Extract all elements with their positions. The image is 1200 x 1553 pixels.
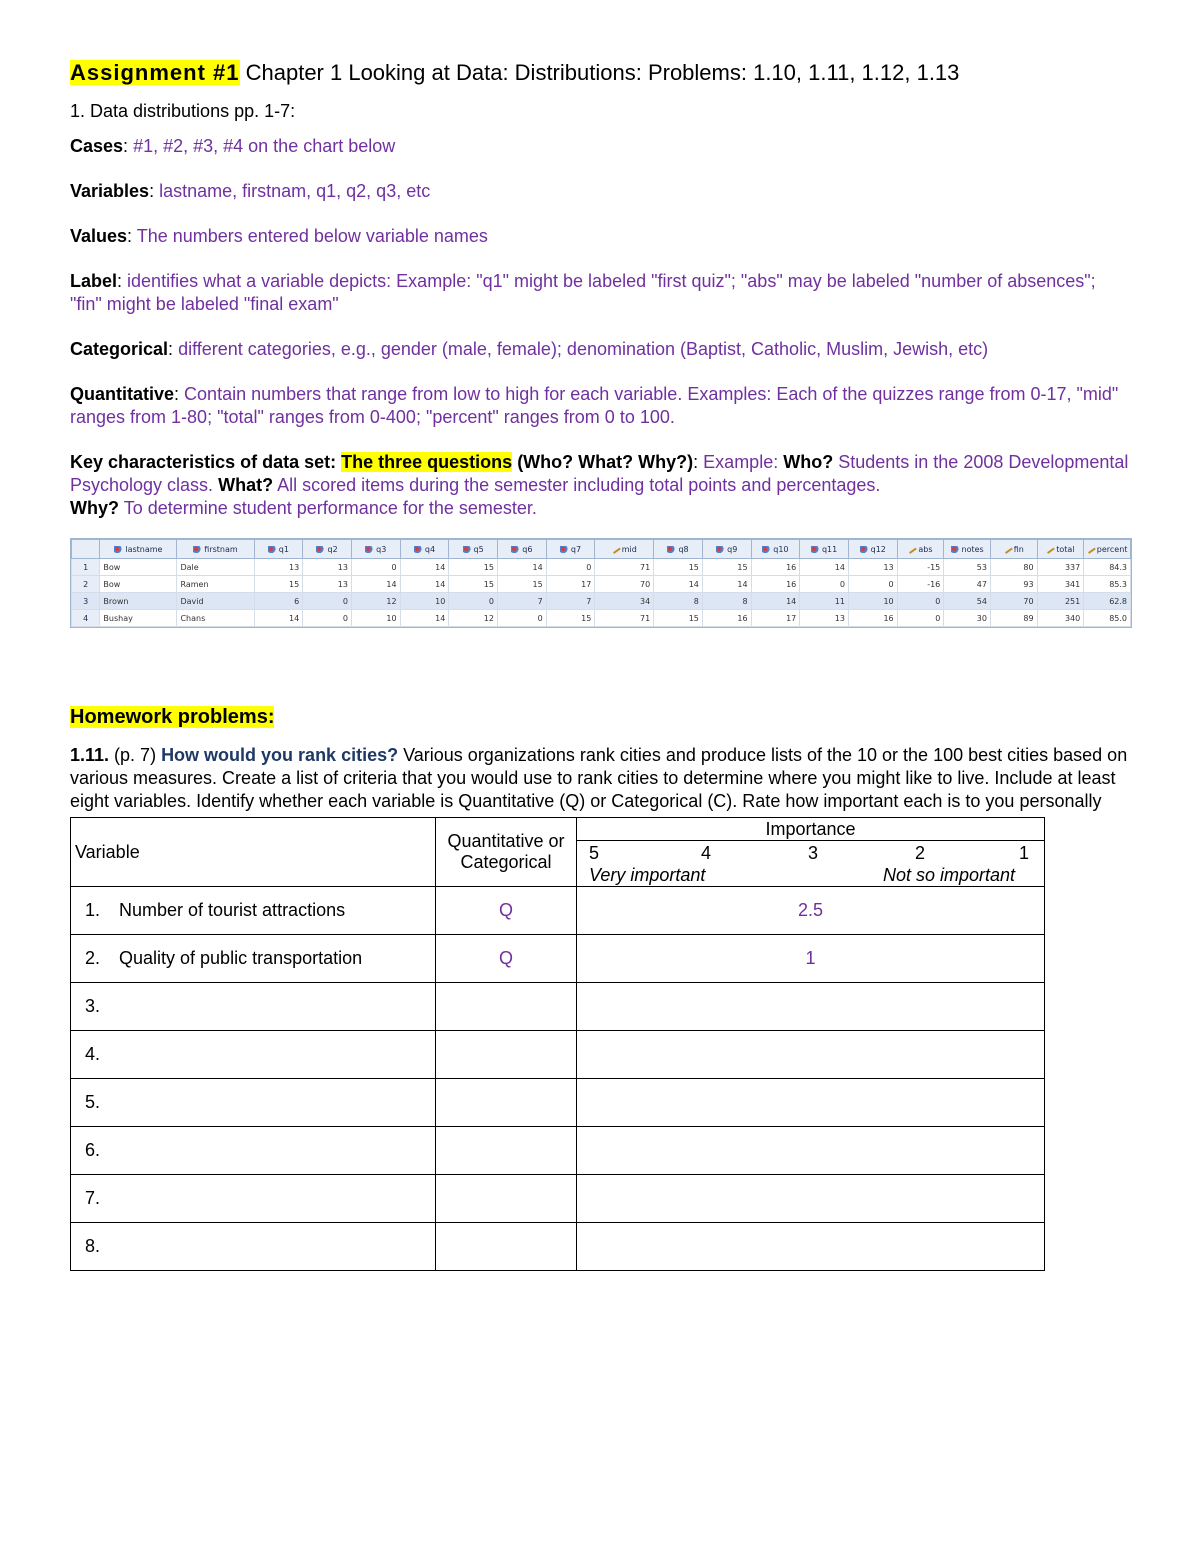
- spss-cell[interactable]: 17: [751, 610, 800, 627]
- definition-sep: :: [168, 339, 179, 359]
- problem-number: 1.11.: [70, 745, 110, 765]
- definition-term: Values: [70, 226, 128, 246]
- row-number: 8.: [85, 1236, 101, 1256]
- ruler-icon: [908, 545, 917, 554]
- spss-cell[interactable]: 93: [990, 576, 1037, 593]
- spss-col-lastname[interactable]: [100, 540, 177, 559]
- spss-col-label: q5: [473, 544, 484, 554]
- spss-col-label: q4: [424, 544, 436, 554]
- spss-cell[interactable]: 251: [1037, 593, 1084, 610]
- spss-cell[interactable]: 340: [1037, 610, 1084, 627]
- spss-cell[interactable]: 13: [303, 559, 352, 576]
- assignment-title-mark: Assignment #1: [70, 60, 240, 85]
- spss-col-q10[interactable]: [751, 540, 800, 559]
- importance-cell[interactable]: [577, 1223, 1045, 1271]
- spss-col-label: q3: [376, 544, 387, 554]
- city-ranking-row: [71, 1175, 1045, 1223]
- definition-sep: :: [149, 181, 160, 201]
- spss-cell[interactable]: 15: [654, 610, 703, 627]
- variable-cell[interactable]: [71, 935, 436, 983]
- key-who-a: Students in the 2008 Developmental Psychology class.: [70, 452, 1129, 495]
- definition-cases: [70, 135, 1130, 158]
- spss-cell[interactable]: Bow: [100, 576, 177, 593]
- definition-values: [70, 225, 1130, 248]
- spss-col-label: notes: [961, 544, 984, 554]
- spss-col-percent[interactable]: [1084, 540, 1131, 559]
- spss-col-q5[interactable]: [449, 540, 498, 559]
- row-number: 4.: [85, 1044, 101, 1064]
- spss-cell[interactable]: 47: [944, 576, 991, 593]
- spss-cell[interactable]: 89: [990, 610, 1037, 627]
- ruler-icon: [1086, 545, 1095, 554]
- key-highlight: The three questions: [341, 452, 513, 472]
- spss-cell[interactable]: 8: [654, 593, 703, 610]
- type-cell[interactable]: Q: [436, 935, 577, 983]
- nominal-icon: [560, 546, 569, 553]
- spss-cell[interactable]: 85.0: [1084, 610, 1131, 627]
- definition-sep: :: [174, 384, 185, 404]
- spss-col-mid[interactable]: [595, 540, 654, 559]
- spss-cell[interactable]: 62.8: [1084, 593, 1131, 610]
- spss-cell[interactable]: 0: [546, 559, 595, 576]
- document-page: [70, 58, 1130, 1271]
- spss-col-label: q2: [327, 544, 338, 554]
- spss-col-q3[interactable]: [351, 540, 400, 559]
- spss-cell[interactable]: 0: [303, 610, 352, 627]
- definition-text: identifies what a variable depicts: Example: "q1" might be labeled "first quiz"; "abs" may be labeled "number of absences"; "fin" might be labeled "final exam": [70, 271, 1096, 314]
- spss-cell[interactable]: 14: [751, 593, 800, 610]
- variable-cell[interactable]: [71, 1127, 436, 1175]
- spss-col-label: total: [1056, 544, 1075, 554]
- spss-cell[interactable]: 14: [800, 559, 849, 576]
- city-ranking-table: [70, 817, 1045, 1271]
- key-colon: :: [693, 452, 699, 472]
- ruler-icon: [1003, 545, 1012, 554]
- key-why-q: Why?: [70, 498, 119, 518]
- definition-term: Label: [70, 271, 118, 291]
- spss-col-label: q9: [727, 544, 738, 554]
- spss-corner: [72, 540, 100, 559]
- importance-cell[interactable]: [577, 983, 1045, 1031]
- variable-cell[interactable]: [71, 1175, 436, 1223]
- row-number: 6.: [85, 1140, 101, 1160]
- definition-categorical: [70, 338, 1130, 361]
- type-cell[interactable]: Q: [436, 887, 577, 935]
- spss-cell[interactable]: 85.3: [1084, 576, 1131, 593]
- spss-col-total[interactable]: [1037, 540, 1084, 559]
- key-lead: Key characteristics of data set:: [70, 452, 337, 472]
- key-why-a: To determine student performance for the semester.: [123, 498, 537, 518]
- variable-name: Number of tourist attractions: [119, 900, 346, 920]
- spss-cell[interactable]: 7: [546, 593, 595, 610]
- spss-col-label: q11: [821, 544, 838, 554]
- spss-cell[interactable]: 84.3: [1084, 559, 1131, 576]
- spss-col-q11[interactable]: [800, 540, 849, 559]
- spss-col-q6[interactable]: [497, 540, 546, 559]
- type-cell[interactable]: [436, 1175, 577, 1223]
- header-variable: Variable: [71, 818, 436, 887]
- spss-cell[interactable]: 0: [497, 610, 546, 627]
- key-what-a: All scored items during the semester including total points and percentages.: [277, 475, 881, 495]
- spss-cell[interactable]: 15: [654, 559, 703, 576]
- spss-cell[interactable]: 13: [848, 559, 897, 576]
- spss-cell[interactable]: 14: [702, 576, 751, 593]
- spss-cell[interactable]: 70: [595, 576, 654, 593]
- importance-cell[interactable]: [577, 1079, 1045, 1127]
- ruler-icon: [611, 545, 620, 554]
- type-cell[interactable]: [436, 983, 577, 1031]
- nominal-icon: [268, 546, 277, 553]
- spss-cell[interactable]: 14: [654, 576, 703, 593]
- city-ranking-row: [71, 1031, 1045, 1079]
- variable-cell[interactable]: [71, 983, 436, 1031]
- spss-cell[interactable]: 8: [702, 593, 751, 610]
- spss-cell[interactable]: 70: [990, 593, 1037, 610]
- variable-cell[interactable]: [71, 887, 436, 935]
- spss-cell[interactable]: David: [177, 593, 254, 610]
- spss-cell[interactable]: 10: [351, 610, 400, 627]
- spss-cell[interactable]: 34: [595, 593, 654, 610]
- spss-cell[interactable]: Bushay: [100, 610, 177, 627]
- spss-cell[interactable]: 15: [546, 610, 595, 627]
- city-ranking-header: [71, 818, 1045, 887]
- spss-cell[interactable]: 16: [751, 559, 800, 576]
- spss-cell[interactable]: 10: [848, 593, 897, 610]
- spss-cell[interactable]: 14: [351, 576, 400, 593]
- variable-cell[interactable]: [71, 1079, 436, 1127]
- spss-cell[interactable]: 0: [449, 593, 498, 610]
- definition-variables: [70, 180, 1130, 203]
- spss-cell[interactable]: 13: [303, 576, 352, 593]
- spss-row[interactable]: [72, 593, 1131, 610]
- spss-col-q12[interactable]: [848, 540, 897, 559]
- spss-cell[interactable]: 16: [751, 576, 800, 593]
- scale-low-label: Very important: [589, 865, 706, 885]
- importance-title: Importance: [765, 819, 856, 839]
- nominal-icon: [667, 546, 676, 553]
- header-type: Quantitative or Categorical: [436, 818, 577, 887]
- spss-cell[interactable]: -16: [897, 576, 944, 593]
- spss-col-label: q8: [678, 544, 689, 554]
- assignment-title-rest: Chapter 1 Looking at Data: Distributions: Problems: 1.10, 1.11, 1.12, 1.13: [239, 60, 960, 85]
- spss-cell[interactable]: 337: [1037, 559, 1084, 576]
- problem-title: How would you rank cities?: [161, 745, 399, 765]
- row-number: 5.: [85, 1092, 101, 1112]
- spss-cell[interactable]: 0: [303, 593, 352, 610]
- definition-sep: :: [123, 136, 134, 156]
- definition-term: Cases: [70, 136, 124, 156]
- spss-col-notes[interactable]: [944, 540, 991, 559]
- homework-heading-line: [70, 706, 1130, 729]
- spss-cell[interactable]: 14: [400, 559, 449, 576]
- spss-col-label: q1: [278, 544, 289, 554]
- spss-cell[interactable]: Chans: [177, 610, 254, 627]
- definition-term: Variables: [70, 181, 150, 201]
- spss-cell[interactable]: 12: [351, 593, 400, 610]
- definition-quantitative: [70, 383, 1130, 429]
- spss-cell[interactable]: 17: [546, 576, 595, 593]
- row-number: 1.: [85, 900, 101, 920]
- spss-cell[interactable]: 15: [702, 559, 751, 576]
- nominal-icon: [193, 546, 202, 553]
- problem-text: [70, 744, 1130, 813]
- spss-cell[interactable]: 0: [848, 576, 897, 593]
- spss-cell[interactable]: 12: [449, 610, 498, 627]
- row-number: 2.: [85, 948, 101, 968]
- city-ranking-row: [71, 887, 1045, 935]
- spss-header-row: [72, 540, 1131, 559]
- spss-col-q7[interactable]: [546, 540, 595, 559]
- spss-cell[interactable]: 0: [897, 610, 944, 627]
- ruler-icon: [1046, 545, 1055, 554]
- spss-cell[interactable]: 11: [800, 593, 849, 610]
- nominal-icon: [114, 546, 123, 553]
- spss-col-label: q7: [570, 544, 582, 554]
- spss-col-firstnam[interactable]: [177, 540, 254, 559]
- spss-cell[interactable]: Bow: [100, 559, 177, 576]
- city-ranking-row: [71, 1079, 1045, 1127]
- problem-page-ref: (p. 7): [109, 745, 162, 765]
- spss-body: [72, 559, 1131, 627]
- city-ranking-row: [71, 1223, 1045, 1271]
- definition-sep: :: [127, 226, 137, 246]
- spss-cell[interactable]: 6: [254, 593, 303, 610]
- nominal-icon: [365, 546, 374, 553]
- spss-col-abs[interactable]: [897, 540, 944, 559]
- row-number: 3.: [85, 996, 101, 1016]
- spss-col-label: abs: [918, 544, 933, 554]
- spss-row[interactable]: [72, 559, 1131, 576]
- spss-cell[interactable]: 15: [449, 559, 498, 576]
- row-number: 7.: [85, 1188, 101, 1208]
- spss-col-label: q6: [522, 544, 533, 554]
- spss-cell[interactable]: 13: [254, 559, 303, 576]
- spss-cell[interactable]: Brown: [100, 593, 177, 610]
- spss-cell[interactable]: 71: [595, 610, 654, 627]
- spss-cell[interactable]: 7: [497, 593, 546, 610]
- spss-col-label: lastname: [125, 544, 163, 554]
- nominal-icon: [316, 546, 325, 553]
- nominal-icon: [811, 546, 820, 553]
- definition-text: lastname, firstnam, q1, q2, q3, etc: [159, 181, 431, 201]
- definition-text: The numbers entered below variable names: [136, 226, 488, 246]
- nominal-icon: [860, 546, 869, 553]
- nominal-icon: [463, 546, 472, 553]
- spss-row-number: 2: [72, 576, 100, 593]
- spss-col-label: firstnam: [204, 544, 238, 554]
- importance-cell[interactable]: 1: [577, 935, 1045, 983]
- intro-line: 1. Data distributions pp. 1-7:: [70, 101, 296, 121]
- scale-high-label: Not so important: [883, 865, 1016, 885]
- spss-col-label: mid: [621, 544, 637, 554]
- spss-col-label: percent: [1096, 544, 1128, 554]
- spss-col-q8[interactable]: [654, 540, 703, 559]
- definition-text: #1, #2, #3, #4 on the chart below: [133, 136, 396, 156]
- spss-cell[interactable]: Dale: [177, 559, 254, 576]
- definition-sep: :: [117, 271, 128, 291]
- spss-row[interactable]: [72, 610, 1131, 627]
- nominal-icon: [511, 546, 520, 553]
- importance-cell[interactable]: [577, 1031, 1045, 1079]
- definition-label: [70, 270, 1130, 316]
- scale-3: 3: [808, 843, 819, 863]
- variable-cell[interactable]: [71, 1223, 436, 1271]
- spss-cell[interactable]: 30: [944, 610, 991, 627]
- spss-cell[interactable]: 0: [351, 559, 400, 576]
- spss-cell[interactable]: 13: [800, 610, 849, 627]
- spss-col-q4[interactable]: [400, 540, 449, 559]
- spss-row-number: 3: [72, 593, 100, 610]
- nominal-icon: [414, 546, 423, 553]
- spss-cell[interactable]: 0: [897, 593, 944, 610]
- scale-4: 4: [701, 843, 712, 863]
- importance-cell[interactable]: [577, 1127, 1045, 1175]
- type-cell[interactable]: [436, 1079, 577, 1127]
- scale-1: 1: [1019, 843, 1030, 863]
- spss-data-view: [70, 538, 1132, 628]
- key-example: Example:: [703, 452, 779, 472]
- spss-cell[interactable]: Ramen: [177, 576, 254, 593]
- spss-col-fin[interactable]: [990, 540, 1037, 559]
- spss-cell[interactable]: -15: [897, 559, 944, 576]
- spss-col-label: q10: [773, 544, 789, 554]
- spss-cell[interactable]: 14: [400, 610, 449, 627]
- spss-cell[interactable]: 80: [990, 559, 1037, 576]
- city-ranking-row: [71, 983, 1045, 1031]
- importance-cell[interactable]: 2.5: [577, 887, 1045, 935]
- definition-term: Quantitative: [70, 384, 175, 404]
- type-cell[interactable]: [436, 1223, 577, 1271]
- city-ranking-row: [71, 1127, 1045, 1175]
- nominal-icon: [951, 546, 960, 553]
- problem-body: Various organizations rank cities and produce lists of the 10 or the 100 best cities based on various measures. Create a list of criteria that you would use to rank cities to determine where you might like to live. Include at least eight variables. Identify whether each variable is Quantitative (Q) or Categorical (C). Rate how important each is to you personally: [70, 745, 1128, 811]
- spss-cell[interactable]: 16: [848, 610, 897, 627]
- key-paren: (Who? What? Why?): [517, 452, 694, 472]
- spss-cell[interactable]: 15: [254, 576, 303, 593]
- spss-col-q2[interactable]: [303, 540, 352, 559]
- spss-row-number: 1: [72, 559, 100, 576]
- spss-col-label: fin: [1013, 544, 1024, 554]
- spss-col-label: q12: [870, 544, 886, 554]
- spss-cell[interactable]: 14: [254, 610, 303, 627]
- key-what-q: What?: [218, 475, 274, 495]
- header-importance: [577, 818, 1045, 887]
- spss-cell[interactable]: 15: [449, 576, 498, 593]
- nominal-icon: [762, 546, 771, 553]
- spss-cell[interactable]: 14: [497, 559, 546, 576]
- spss-cell[interactable]: 341: [1037, 576, 1084, 593]
- spss-cell[interactable]: 54: [944, 593, 991, 610]
- type-cell[interactable]: [436, 1031, 577, 1079]
- spss-row[interactable]: [72, 576, 1131, 593]
- spss-cell[interactable]: 53: [944, 559, 991, 576]
- assignment-title: [70, 58, 1130, 88]
- scale-2: 2: [915, 843, 926, 863]
- spss-col-q9[interactable]: [702, 540, 751, 559]
- key-characteristics: [70, 451, 1130, 520]
- scale-5: 5: [589, 843, 600, 863]
- spss-cell[interactable]: 71: [595, 559, 654, 576]
- spss-cell[interactable]: 0: [800, 576, 849, 593]
- variable-name: Quality of public transportation: [119, 948, 363, 968]
- definitions-list: [70, 135, 1130, 451]
- variable-cell[interactable]: [71, 1031, 436, 1079]
- spss-row-number: 4: [72, 610, 100, 627]
- spss-cell[interactable]: 15: [497, 576, 546, 593]
- spss-cell[interactable]: 10: [400, 593, 449, 610]
- nominal-icon: [716, 546, 725, 553]
- key-who-q: Who?: [783, 452, 834, 472]
- spss-col-q1[interactable]: [254, 540, 303, 559]
- definition-text: different categories, e.g., gender (male, female); denomination (Baptist, Catholic, Muslim, Jewish, etc): [178, 339, 989, 359]
- definition-text: Contain numbers that range from low to high for each variable. Examples: Each of the quizzes range from 0-17, "mid" ranges from 1-80; "total" ranges from 0-400; "percent" ranges from 0 to 100.: [70, 384, 1119, 427]
- spss-cell[interactable]: 14: [400, 576, 449, 593]
- definition-term: Categorical: [70, 339, 169, 359]
- homework-heading: Homework problems:: [70, 706, 275, 728]
- city-ranking-row: [71, 935, 1045, 983]
- type-cell[interactable]: [436, 1127, 577, 1175]
- importance-cell[interactable]: [577, 1175, 1045, 1223]
- spss-cell[interactable]: 16: [702, 610, 751, 627]
